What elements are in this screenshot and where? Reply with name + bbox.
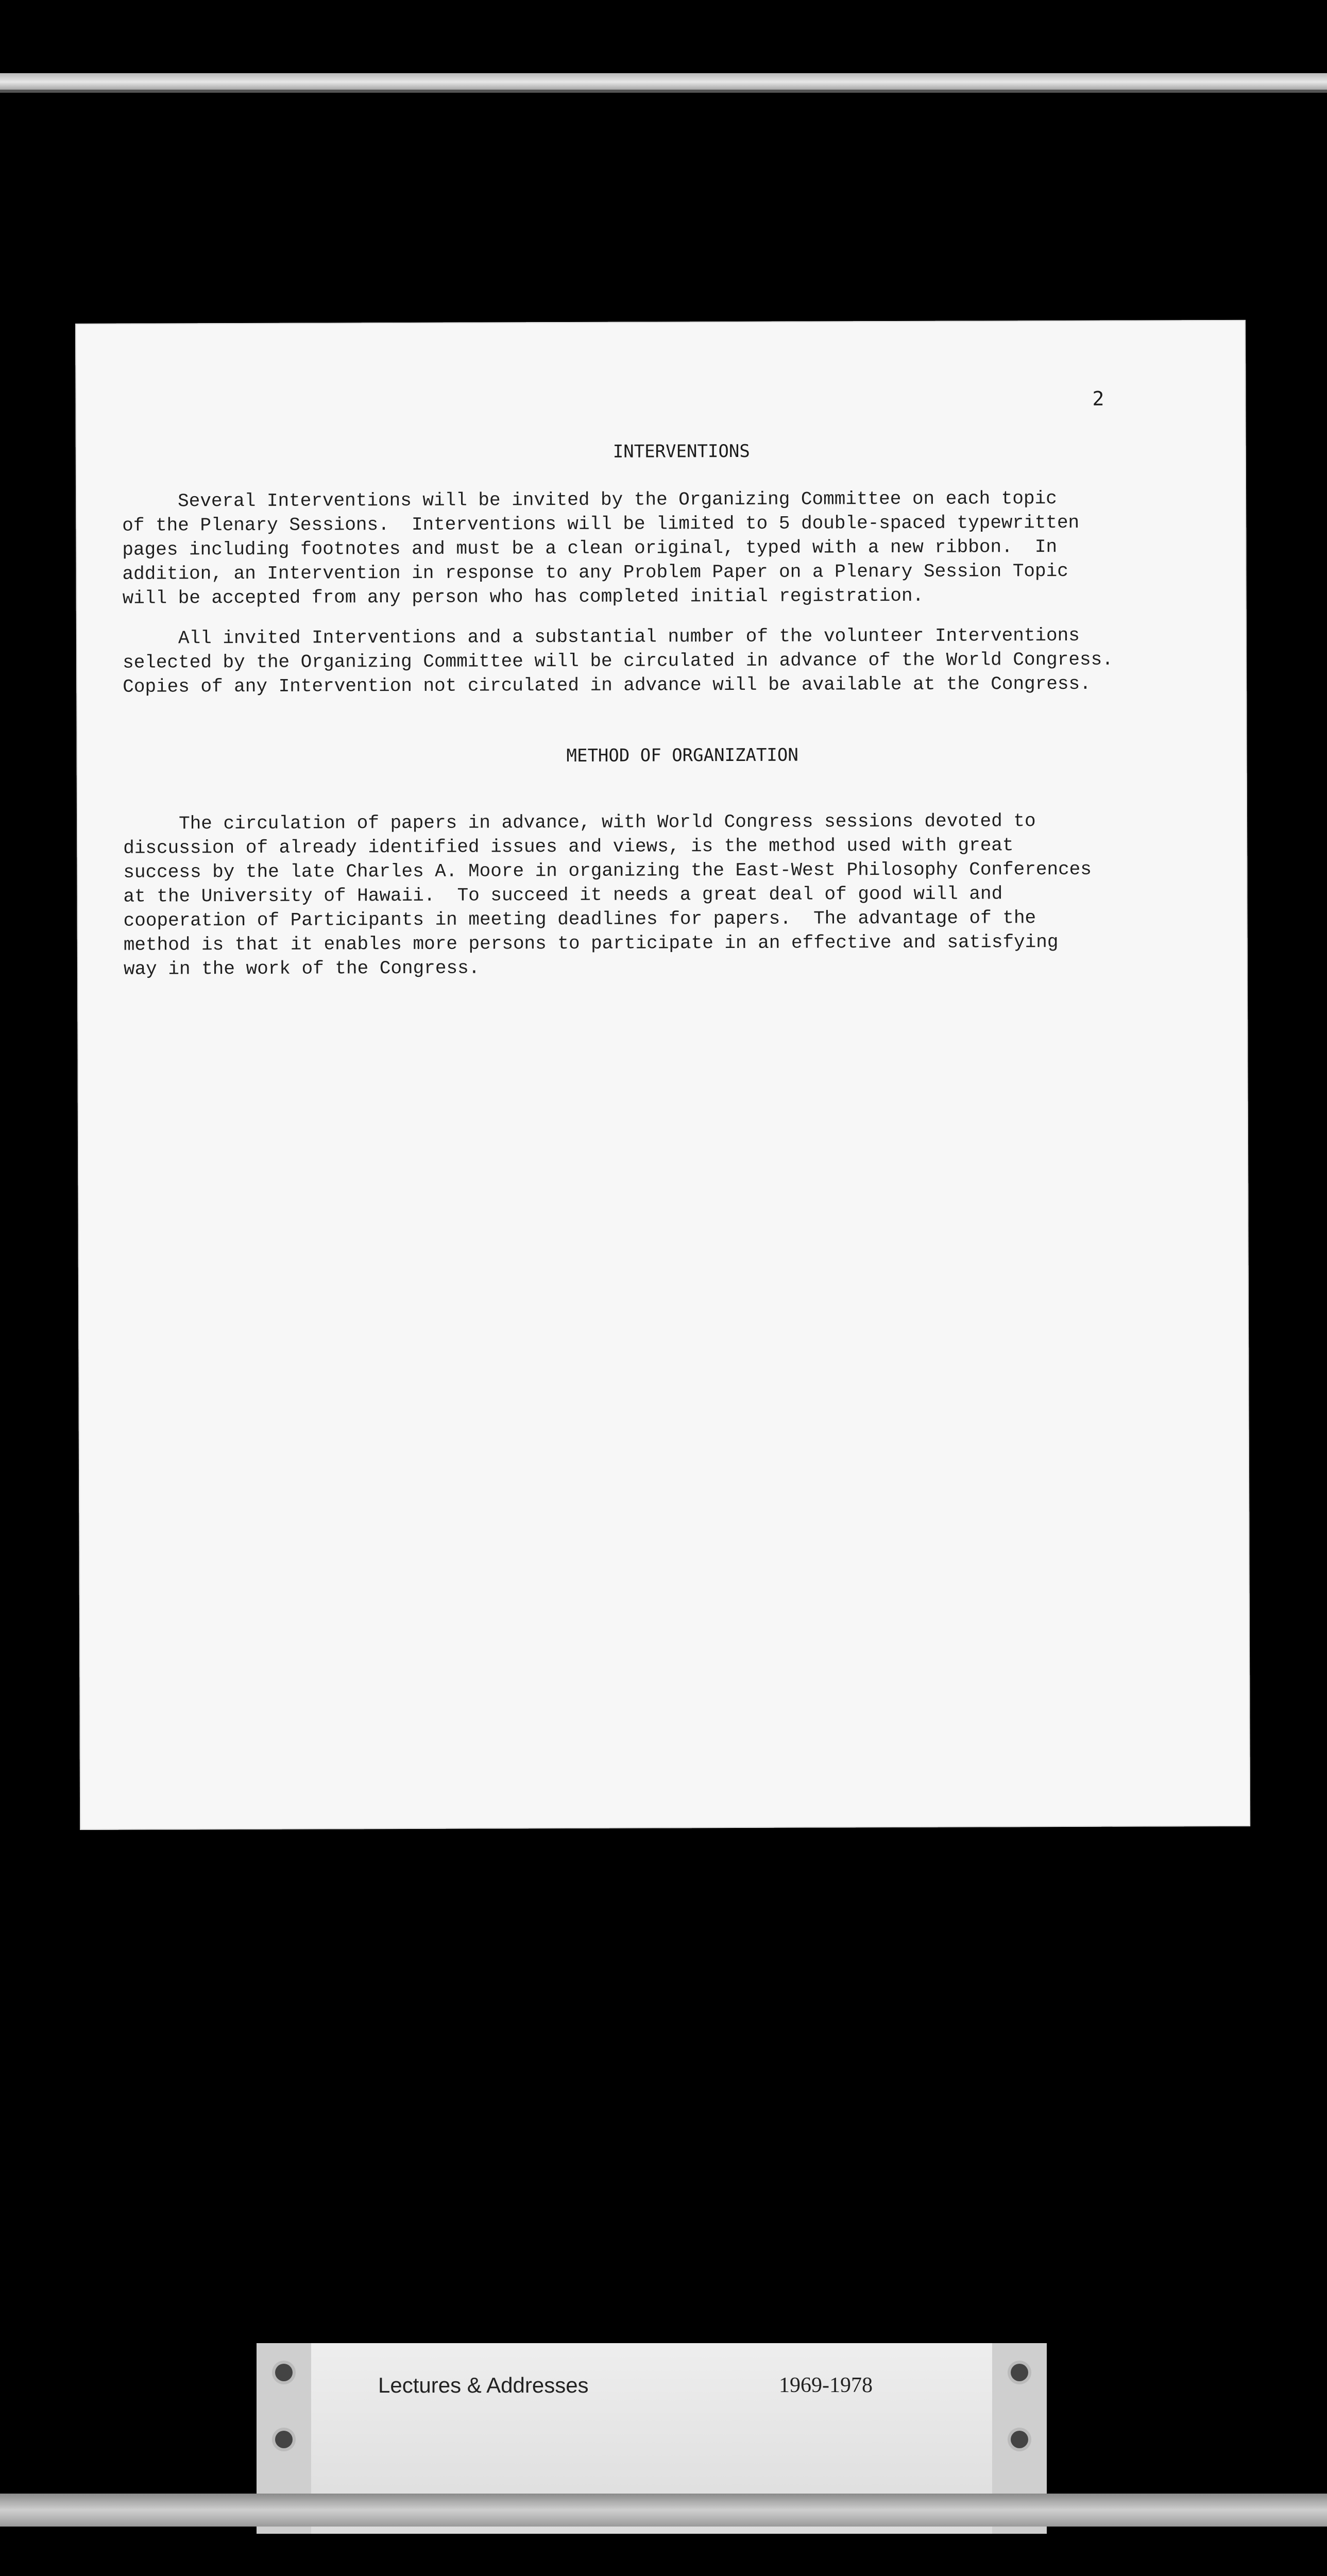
archive-label-title: Lectures & Addresses — [378, 2373, 589, 2397]
document-page — [75, 320, 1250, 1830]
punch-hole-icon — [1011, 2431, 1028, 2448]
paragraph-interventions-2: All invited Interventions and a substantial number of the volunteer Interventions selected by the Organizing Committee will be circulated in advance of the World Congress. Copies of any Intervention not circulated in advance will be available at the Congress. — [122, 624, 1113, 698]
film-strip-bottom — [0, 2494, 1327, 2527]
film-strip-top — [0, 73, 1327, 93]
paragraph-method-1: The circulation of papers in advance, with World Congress sessions devoted to discussion of already identified issues and views, is the method used with great success by the late Charles A. Moore in organizing the East-West Philosophy Conferences at the University of Hawaii. To succeed it needs a great deal of good will and cooperation of Participants in meeting deadlines for papers. The advantage of the method is that it enables more persons to participate in an effective and satisfying way in the work of the Congress. — [123, 810, 1092, 980]
punch-hole-icon — [275, 2364, 293, 2381]
section-heading-interventions: INTERVENTIONS — [613, 440, 750, 462]
archive-label-years: 1969-1978 — [779, 2374, 873, 2397]
paragraph-interventions-1: Several Interventions will be invited by the Organizing Committee on each topic of the Plenary Sessions. Interventions will be limited to 5 double-spaced typewritten pages including footnotes and must be a clean original, typed with a new ribbon. In addition, an Intervention in response to any Problem Paper on a Plenary Session Topic will be accepted from any person who has completed initial registration. — [122, 488, 1080, 609]
punch-hole-icon — [1011, 2364, 1028, 2381]
punch-hole-icon — [275, 2431, 293, 2448]
page-number: 2 — [1092, 387, 1104, 410]
section-heading-method: METHOD OF ORGANIZATION — [566, 744, 798, 767]
